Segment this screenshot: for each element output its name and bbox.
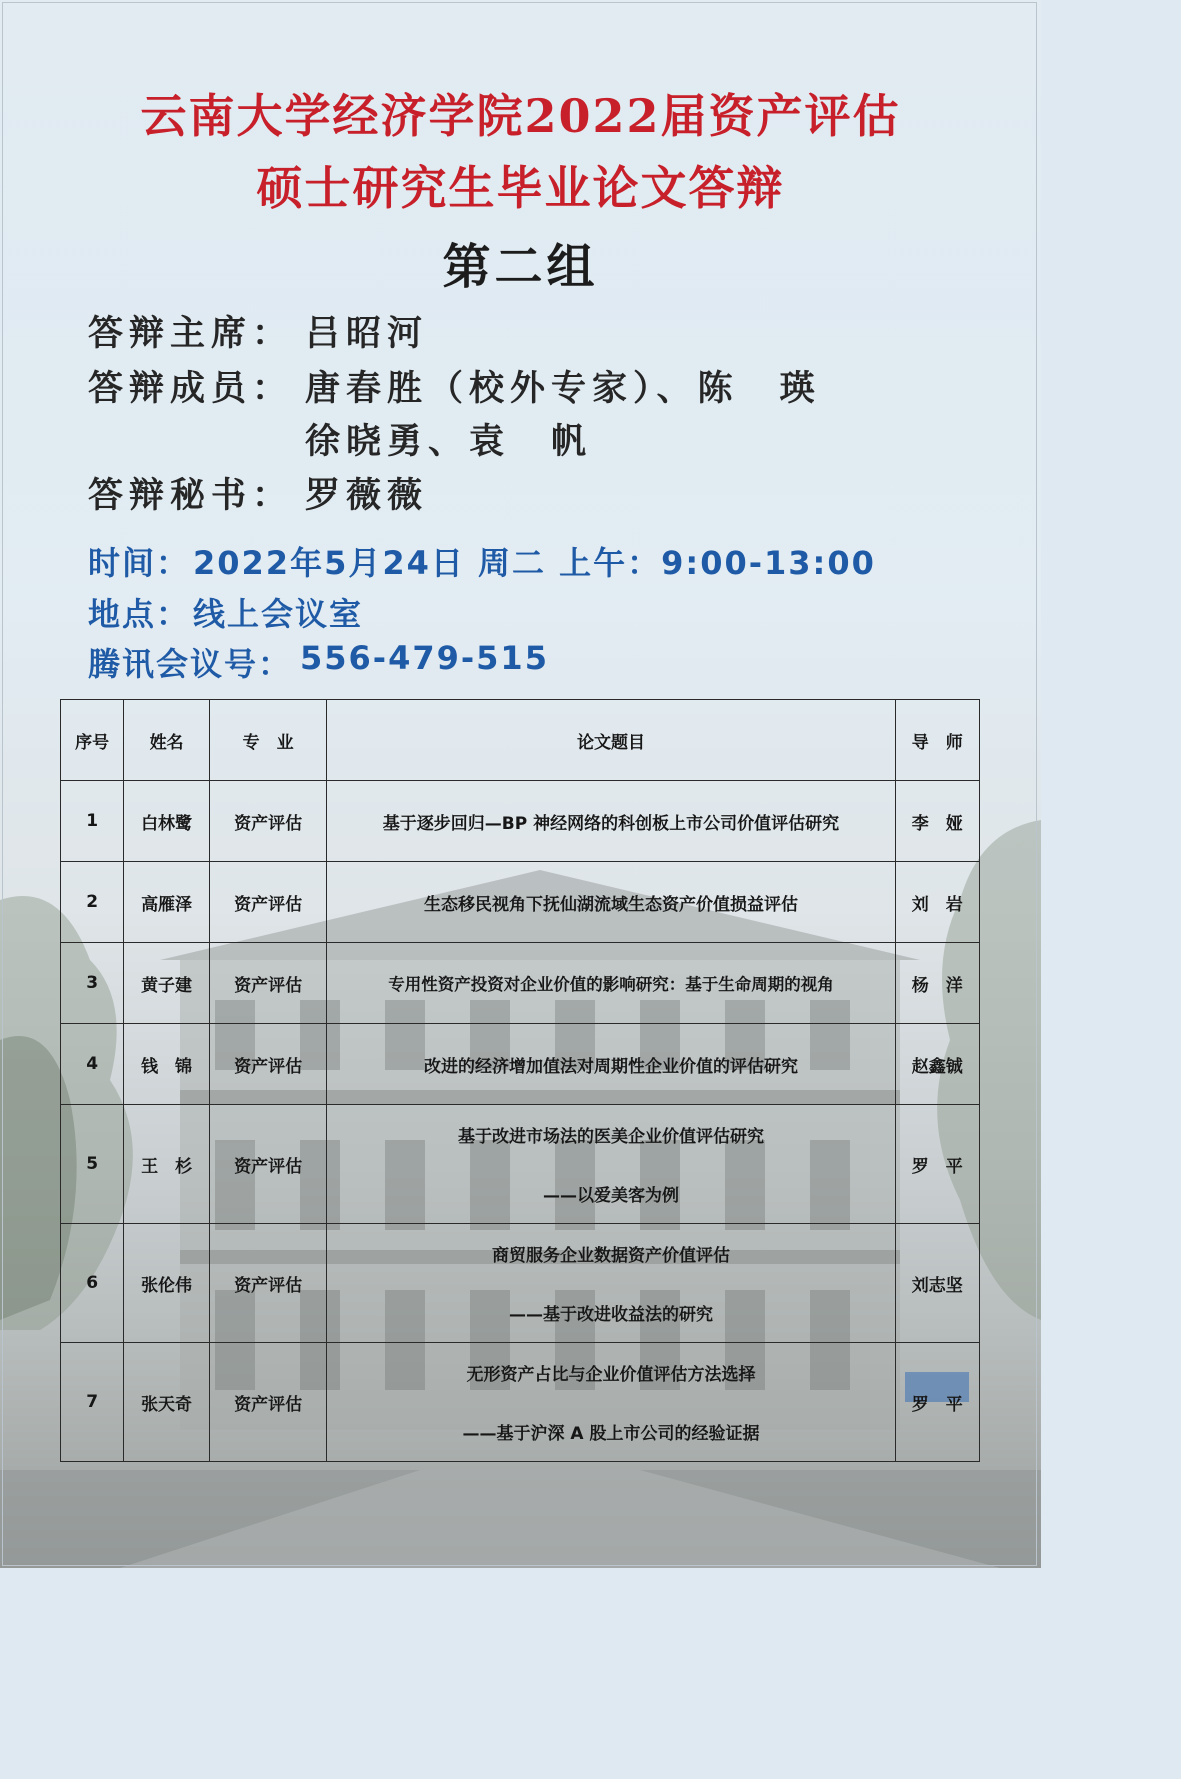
row-student-name: 黄子建 bbox=[124, 943, 209, 1024]
row-thesis-subtitle: ——以爱美客为例 bbox=[542, 1186, 679, 1206]
poster-title-line2: 硕士研究生毕业论文答辩 bbox=[256, 161, 785, 215]
header-advisor: 导 师 bbox=[895, 700, 980, 781]
row-student-name: 高雁泽 bbox=[124, 862, 209, 943]
members-label: 答辩成员： bbox=[88, 369, 294, 409]
poster-title-line1: 云南大学经济学院2022届资产评估 bbox=[140, 89, 901, 143]
row-thesis-title: 基于改进市场法的医美企业价值评估研究 bbox=[457, 1127, 764, 1147]
row-thesis-title: 基于逐步回归—BP 神经网络的科创板上市公司价值评估研究 bbox=[327, 781, 895, 862]
place-label: 地点： bbox=[88, 595, 191, 633]
row-thesis-cell bbox=[327, 1343, 895, 1462]
row-student-name: 张伦伟 bbox=[124, 1224, 209, 1343]
row-thesis-cell bbox=[327, 1224, 895, 1343]
row-thesis-subtitle: ——基于改进收益法的研究 bbox=[508, 1305, 713, 1325]
time-label: 时间： bbox=[88, 544, 191, 582]
group-title: 第二组 bbox=[442, 239, 599, 295]
row-thesis-title: 专用性资产投资对企业价值的影响研究：基于生命周期的视角 bbox=[327, 943, 895, 1024]
meeting-id-label: 腾讯会议号： bbox=[88, 645, 293, 683]
row-major: 资产评估 bbox=[209, 1024, 327, 1105]
row-advisor: 罗 平 bbox=[895, 1343, 980, 1462]
row-thesis-title: 无形资产占比与企业价值评估方法选择 bbox=[466, 1365, 756, 1385]
header-no: 序号 bbox=[61, 700, 124, 781]
chair-label: 答辩主席： bbox=[88, 314, 294, 354]
defense-schedule-table bbox=[60, 699, 980, 1462]
row-advisor: 刘 岩 bbox=[895, 862, 980, 943]
row-advisor: 赵鑫铖 bbox=[895, 1024, 980, 1105]
row-major: 资产评估 bbox=[209, 862, 327, 943]
members-line2: 徐晓勇、袁 帆 bbox=[305, 422, 593, 462]
row-student-name: 张天奇 bbox=[124, 1343, 209, 1462]
table-row bbox=[61, 1343, 980, 1462]
header-major: 专 业 bbox=[209, 700, 327, 781]
table-row bbox=[61, 943, 980, 1024]
secretary-label: 答辩秘书： bbox=[88, 476, 294, 516]
secretary-name: 罗薇薇 bbox=[305, 476, 429, 516]
row-no: 3 bbox=[61, 943, 124, 1024]
row-no: 7 bbox=[61, 1343, 124, 1462]
row-thesis-title: 商贸服务企业数据资产价值评估 bbox=[491, 1246, 730, 1266]
row-no: 2 bbox=[61, 862, 124, 943]
row-no: 1 bbox=[61, 781, 124, 862]
table-row bbox=[61, 1224, 980, 1343]
chair-name: 吕昭河 bbox=[305, 314, 429, 354]
row-major: 资产评估 bbox=[209, 943, 327, 1024]
row-no: 5 bbox=[61, 1105, 124, 1224]
row-major: 资产评估 bbox=[209, 1224, 327, 1343]
row-student-name: 白林鹭 bbox=[124, 781, 209, 862]
table-row bbox=[61, 1105, 980, 1224]
table-row bbox=[61, 862, 980, 943]
place-value: 线上会议室 bbox=[193, 595, 364, 633]
header-name: 姓名 bbox=[124, 700, 209, 781]
members-line1: 唐春胜（校外专家）、陈 瑛 bbox=[305, 369, 821, 409]
row-thesis-cell bbox=[327, 1105, 895, 1224]
table-row bbox=[61, 781, 980, 862]
header-thesis-title: 论文题目 bbox=[327, 700, 895, 781]
row-student-name: 王 杉 bbox=[124, 1105, 209, 1224]
row-thesis-title: 生态移民视角下抚仙湖流域生态资产价值损益评估 bbox=[327, 862, 895, 943]
row-student-name: 钱 锦 bbox=[124, 1024, 209, 1105]
meeting-id-value: 556-479-515 bbox=[300, 639, 549, 677]
row-major: 资产评估 bbox=[209, 781, 327, 862]
row-thesis-title: 改进的经济增加值法对周期性企业价值的评估研究 bbox=[327, 1024, 895, 1105]
row-advisor: 杨 洋 bbox=[895, 943, 980, 1024]
row-no: 6 bbox=[61, 1224, 124, 1343]
row-advisor: 李 娅 bbox=[895, 781, 980, 862]
row-major: 资产评估 bbox=[209, 1105, 327, 1224]
row-no: 4 bbox=[61, 1024, 124, 1105]
row-advisor: 刘志坚 bbox=[895, 1224, 980, 1343]
row-major: 资产评估 bbox=[209, 1343, 327, 1462]
time-value: 2022年5月24日 周二 上午：9:00-13:00 bbox=[193, 544, 876, 582]
table-row bbox=[61, 1024, 980, 1105]
row-advisor: 罗 平 bbox=[895, 1105, 980, 1224]
row-thesis-subtitle: ——基于沪深 A 股上市公司的经验证据 bbox=[462, 1424, 760, 1444]
table-header-row bbox=[61, 700, 980, 781]
